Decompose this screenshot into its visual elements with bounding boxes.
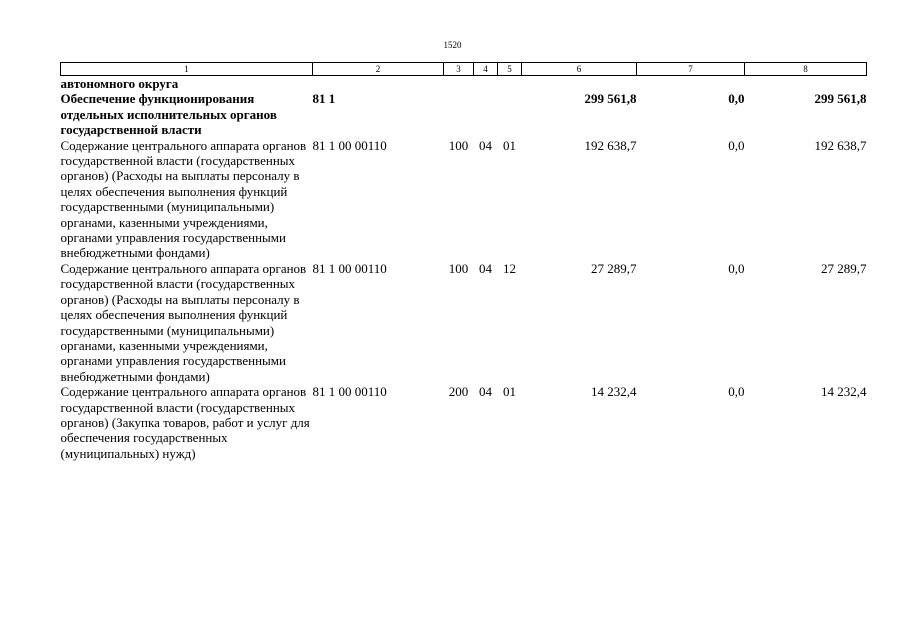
row-vr: 100 [448,260,469,276]
row-vr [444,91,474,137]
row-pr [498,91,522,137]
row-description: автономного округа [60,76,179,91]
row-value-6: 14 232,4 [591,384,637,400]
header-col-8: 8 [745,63,867,76]
table-row [61,261,867,384]
budget-table [60,62,867,461]
row-code: 81 1 00 00110 [312,260,387,276]
row-rz: 04 [479,137,492,153]
row-code: 81 1 00 00110 [312,137,387,153]
row-description: Содержание центрального аппарата органов государственной власти (государственных органов) (Расходы на выплаты персоналу в целях обеспечения выполнения функций государственными (муниципальными) органами, казенными учреждениями, органами управления государственными внебюджетными фондами) [60,260,307,384]
table-row [61,91,867,137]
header-col-2: 2 [313,63,444,76]
row-value-6: 192 638,7 [584,137,637,153]
row-value-8: 14 232,4 [821,384,867,400]
row-value-6 [522,76,637,92]
row-vr: 100 [448,137,469,153]
row-value-8: 299 561,8 [814,91,867,107]
row-rz: 04 [479,260,492,276]
table-row [61,76,867,92]
row-code: 81 1 [312,91,336,107]
row-value-6: 299 561,8 [584,91,637,107]
row-description: Содержание центрального аппарата органов государственной власти (государственных органов) (Расходы на выплаты персоналу в целях обеспечения выполнения функций государственными (муниципальными) органами, казенными учреждениями, органами управления государственными внебюджетными фондами) [60,137,307,261]
row-pr: 12 [503,260,516,276]
header-col-4: 4 [474,63,498,76]
row-vr: 200 [448,384,469,400]
row-rz [474,91,498,137]
row-value-7: 0,0 [728,384,745,400]
table-row [61,384,867,461]
table-row [61,138,867,261]
header-col-6: 6 [522,63,637,76]
row-value-7: 0,0 [728,260,745,276]
row-rz: 04 [479,384,492,400]
row-pr: 01 [503,384,516,400]
row-value-8: 27 289,7 [821,260,867,276]
header-col-5: 5 [498,63,522,76]
row-pr [498,76,522,92]
page-number: 1520 [443,40,462,50]
table-header [61,63,867,76]
row-value-8 [745,76,867,92]
header-col-1: 1 [61,63,313,76]
row-description: Содержание центрального аппарата органов государственной власти (государственных органов) (Закупка товаров, работ и услуг для обеспечения государственных (муниципальных) нужд) [60,384,310,461]
row-vr [444,76,474,92]
row-description: Обеспечение функционирования отдельных исполнительных органов государственной власти [60,91,277,138]
header-col-7: 7 [637,63,745,76]
header-col-3: 3 [444,63,474,76]
row-value-7: 0,0 [728,91,745,107]
row-value-7 [637,76,745,92]
row-value-6: 27 289,7 [591,260,637,276]
row-rz [474,76,498,92]
row-value-7: 0,0 [728,137,745,153]
row-pr: 01 [503,137,516,153]
row-code: 81 1 00 00110 [312,384,387,400]
row-value-8: 192 638,7 [814,137,867,153]
row-code [313,76,444,92]
